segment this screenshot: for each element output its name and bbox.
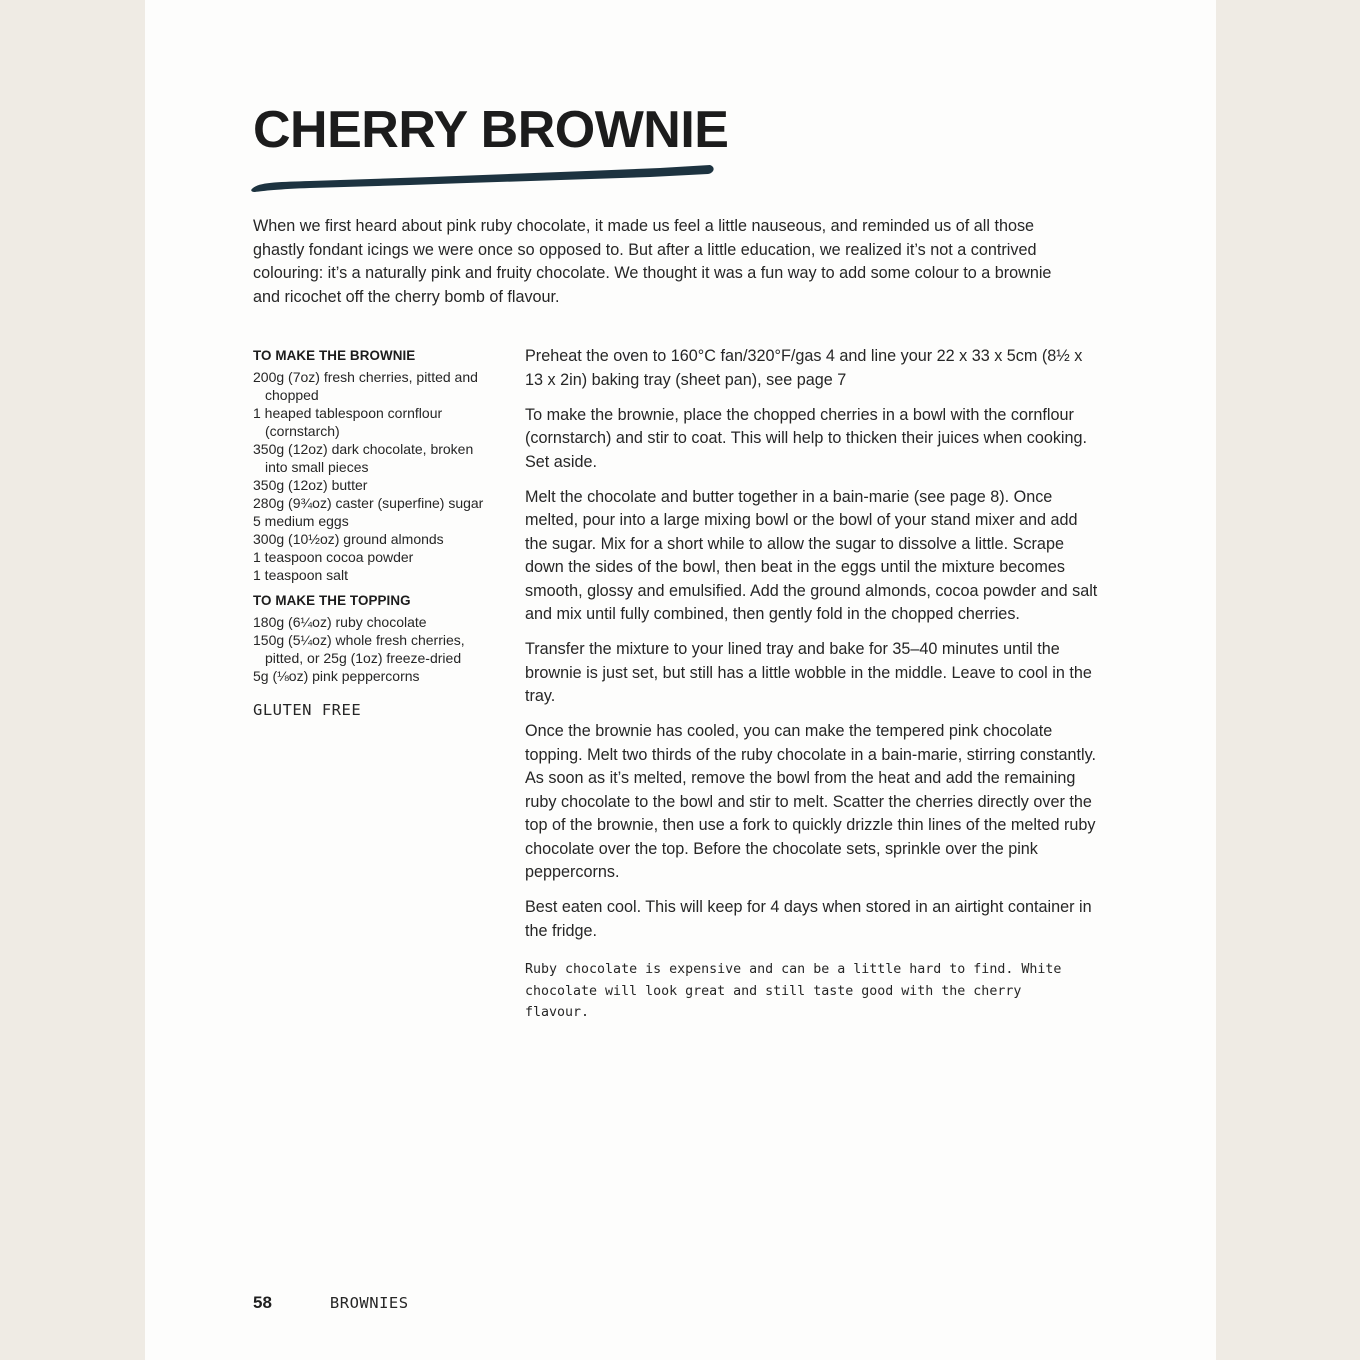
brownie-ingredients-list [253,368,498,584]
recipe-page [145,0,1216,1360]
brush-stroke-path [251,165,713,192]
brownie-ingredients-heading: TO MAKE THE BROWNIE [253,348,416,363]
ingredient-item: 5 medium eggs [253,513,349,529]
method-step: Preheat the oven to 160°C fan/320°F/gas 4 and line your 22 x 33 x 5cm (8½ x 13 x 2in) baking tray (sheet pan), see page 7 [525,347,1083,389]
recipe-title: CHERRY BROWNIE [253,101,729,159]
ingredient-item: 1 heaped tablespoon cornflour (cornstarch) [253,405,443,439]
recipe-tip: Ruby chocolate is expensive and can be a little hard to find. White chocolate will look great and still taste good with the cherry flavour. [525,962,1062,1020]
page-number: 58 [253,1293,272,1312]
brush-stroke-underline [250,160,715,196]
topping-ingredients-list [253,613,498,685]
ingredient-item: 200g (7oz) fresh cherries, pitted and chopped [253,369,478,403]
ingredients-column [253,347,498,719]
method-column [525,345,1100,1024]
ingredient-item: 300g (10½oz) ground almonds [253,531,444,547]
dietary-label: GLUTEN FREE [253,701,362,719]
ingredient-item: 150g (5¼oz) whole fresh cherries, pitted, or 25g (1oz) freeze-dried [253,632,465,666]
section-name: BROWNIES [329,1294,409,1312]
page-footer [253,1293,409,1313]
ingredient-item: 180g (6¼oz) ruby chocolate [253,614,427,630]
ingredient-item: 350g (12oz) dark chocolate, broken into small pieces [253,441,474,475]
method-step: To make the brownie, place the chopped cherries in a bowl with the cornflour (cornstarch) and stir to coat. This will help to thicken their juices when cooking. Set aside. [525,405,1088,471]
ingredient-item: 1 teaspoon salt [253,567,348,583]
method-step: Once the brownie has cooled, you can make the tempered pink chocolate topping. Melt two thirds of the ruby chocolate in a bain-marie, stirring constantly. As soon as it’s melted, remove the bowl from the heat and add the remaining ruby chocolate to the bowl and stir to melt. Scatter the cherries directly over the top of the brownie, then use a fork to quickly drizzle thin lines of the melted ruby chocolate over the top. Before the chocolate sets, sprinkle over the pink peppercorns. [525,722,1097,881]
ingredient-item: 350g (12oz) butter [253,477,368,493]
ingredient-item: 1 teaspoon cocoa powder [253,549,414,565]
ingredient-item: 280g (9¾oz) caster (superfine) sugar [253,495,484,511]
ingredient-item: 5g (⅛oz) pink peppercorns [253,668,420,684]
recipe-intro: When we first heard about pink ruby chocolate, it made us feel a little nauseous, and reminded us of all those ghastly fondant icings we were once so opposed to. But after a little education, we realized it’s not a contrived colouring: it’s a naturally pink and fruity chocolate. We thought it was a fun way to add some colour to a brownie and ricochet off the cherry bomb of flavour. [253,217,1052,306]
topping-ingredients-heading: TO MAKE THE TOPPING [253,593,411,608]
method-step: Transfer the mixture to your lined tray and bake for 35–40 minutes until the brownie is just set, but still has a little wobble in the middle. Leave to cool in the tray. [525,640,1092,705]
method-step: Melt the chocolate and butter together in a bain-marie (see page 8). Once melted, pour into a large mixing bowl or the bowl of your stand mixer and add the sugar. Mix for a short while to allow the sugar to dissolve a little. Scrape down the sides of the bowl, then beat in the eggs until the mixture becomes smooth, glossy and emulsified. Add the ground almonds, cocoa powder and salt and mix until fully combined, then gently fold in the chopped cherries. [525,487,1098,623]
method-step: Best eaten cool. This will keep for 4 days when stored in an airtight container in the fridge. [525,898,1092,940]
